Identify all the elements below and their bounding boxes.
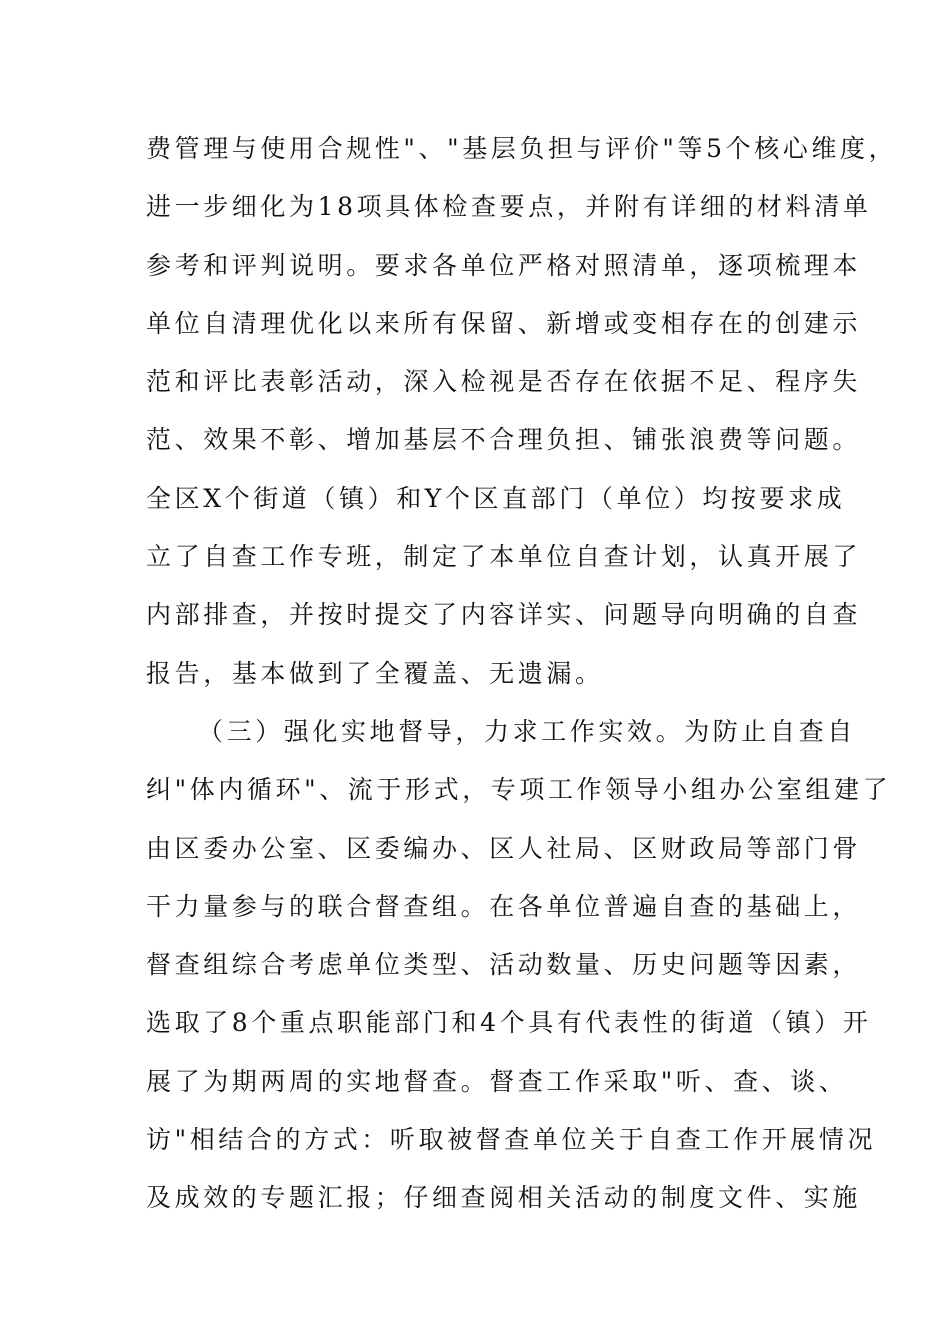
text-line: 费管理与使用合规性"、"基层负担与评价"等5个核心维度， <box>146 134 898 163</box>
text-line: 参考和评判说明。要求各单位严格对照清单，逐项梳理本 <box>146 250 862 280</box>
text-line: 单位自清理优化以来所有保留、新增或变相存在的创建示 <box>146 308 862 338</box>
text-line: 展了为期两周的实地督查。督查工作采取"听、查、谈、 <box>146 1066 848 1096</box>
text-line: 报告，基本做到了全覆盖、无遗漏。 <box>146 658 604 688</box>
text-line: 及成效的专题汇报；仔细查阅相关活动的制度文件、实施 <box>146 1183 862 1213</box>
text-line: 范、效果不彰、增加基层不合理负担、铺张浪费等问题。 <box>146 425 862 455</box>
text-line: 选取了8个重点职能部门和4个具有代表性的街道（镇）开 <box>146 1008 872 1038</box>
text-line: 全区X个街道（镇）和Y个区直部门（单位）均按要求成 <box>146 483 846 513</box>
document-body <box>146 120 898 1228</box>
text-line: 内部排查，并按时提交了内容详实、问题导向明确的自查 <box>146 600 862 630</box>
text-line: 访"相结合的方式：听取被督查单位关于自查工作开展情况 <box>146 1125 877 1155</box>
text-line: 立了自查工作专班，制定了本单位自查计划，认真开展了 <box>146 542 862 572</box>
text-line: 进一步细化为18项具体检查要点，并附有详细的材料清单 <box>146 192 872 222</box>
text-line: 由区委办公室、区委编办、区人社局、区财政局等部门骨 <box>146 833 862 863</box>
section-heading-line: （三）强化实地督导，力求工作实效。为防止自查自 <box>198 716 856 746</box>
text-line: 范和评比表彰活动，深入检视是否存在依据不足、程序失 <box>146 367 862 397</box>
text-line: 纠"体内循环"、流于形式，专项工作领导小组办公室组建了 <box>146 775 892 805</box>
text-line: 督查组综合考虑单位类型、活动数量、历史问题等因素， <box>146 950 862 980</box>
text-line: 干力量参与的联合督查组。在各单位普遍自查的基础上， <box>146 891 862 921</box>
